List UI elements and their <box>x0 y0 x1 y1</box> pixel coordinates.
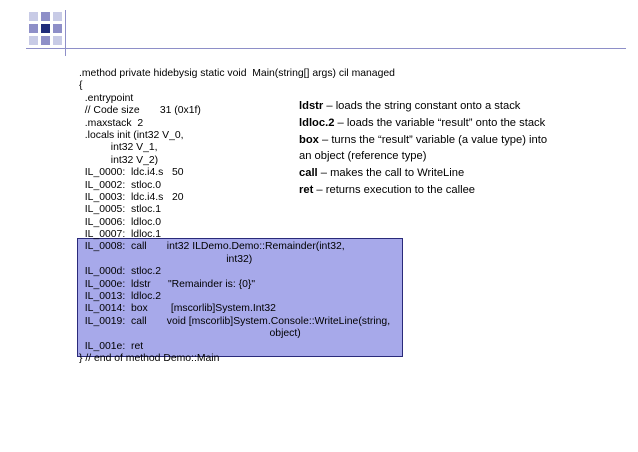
deco-square <box>41 36 50 45</box>
code-line: IL_0007: ldloc.1 <box>79 229 162 241</box>
code-line: IL_001e: ret <box>79 340 144 352</box>
note-row <box>299 98 599 115</box>
code-line: int32) <box>79 253 253 265</box>
code-line: IL_0014: box [mscorlib]System.Int32 <box>79 303 276 315</box>
code-line: IL_0000: ldc.i4.s 50 <box>79 167 184 179</box>
deco-square <box>29 12 38 21</box>
code-line: IL_0005: stloc.1 <box>79 204 162 216</box>
header-divider <box>26 48 626 49</box>
note-term: ldstr <box>299 100 324 112</box>
code-line: { <box>79 80 83 92</box>
code-line: int32 V_1, <box>79 142 158 154</box>
instruction-notes <box>299 98 599 199</box>
note-term: ret <box>299 183 314 196</box>
note-description: – returns execution to the callee <box>313 183 476 196</box>
code-line: .method private hidebysig static void Main(string[] args) cil managed <box>79 68 395 79</box>
code-line: } // end of method Demo::Main <box>79 352 220 364</box>
code-line: .maxstack 2 <box>79 117 144 129</box>
code-line: int32 V_2) <box>79 154 159 166</box>
header-divider-vertical <box>65 10 66 56</box>
note-description: – makes the call to WriteLine <box>317 167 465 180</box>
deco-square <box>53 36 62 45</box>
deco-square <box>29 36 38 45</box>
deco-square <box>41 24 50 33</box>
code-line: IL_000e: ldstr "Remainder is: {0}" <box>79 278 256 290</box>
note-row <box>299 182 599 199</box>
note-description: – turns the “result” variable (a value type) into <box>318 133 548 146</box>
code-line: .entrypoint <box>79 92 134 104</box>
note-term: call <box>299 167 318 180</box>
code-line: IL_000d: stloc.2 <box>79 266 162 278</box>
deco-square <box>29 24 38 33</box>
note-term: box <box>299 133 319 146</box>
note-row <box>299 115 599 132</box>
deco-square <box>53 24 62 33</box>
note-row <box>299 165 599 182</box>
code-line: object) <box>79 328 301 340</box>
note-term: ldloc.2 <box>299 116 335 129</box>
code-line: IL_0013: ldloc.2 <box>79 291 162 303</box>
note-description: – loads the variable “result” onto the stack <box>334 116 546 129</box>
code-line: // Code size 31 (0x1f) <box>79 105 201 117</box>
code-line: .locals init (int32 V_0, <box>79 129 184 141</box>
note-description: an object (reference type) <box>299 150 427 163</box>
code-line: IL_0008: call int32 ILDemo.Demo::Remainder(int32, <box>79 241 345 253</box>
code-line: IL_0003: ldc.i4.s 20 <box>79 191 184 203</box>
note-description: – loads the string constant onto a stack <box>323 100 521 112</box>
code-line: IL_0019: call void [mscorlib]System.Console::WriteLine(string, <box>79 315 391 327</box>
code-line: IL_0006: ldloc.0 <box>79 216 162 228</box>
note-row <box>299 148 599 165</box>
note-row <box>299 132 599 149</box>
code-line: IL_0002: stloc.0 <box>79 179 162 191</box>
deco-square <box>53 12 62 21</box>
deco-square <box>41 12 50 21</box>
